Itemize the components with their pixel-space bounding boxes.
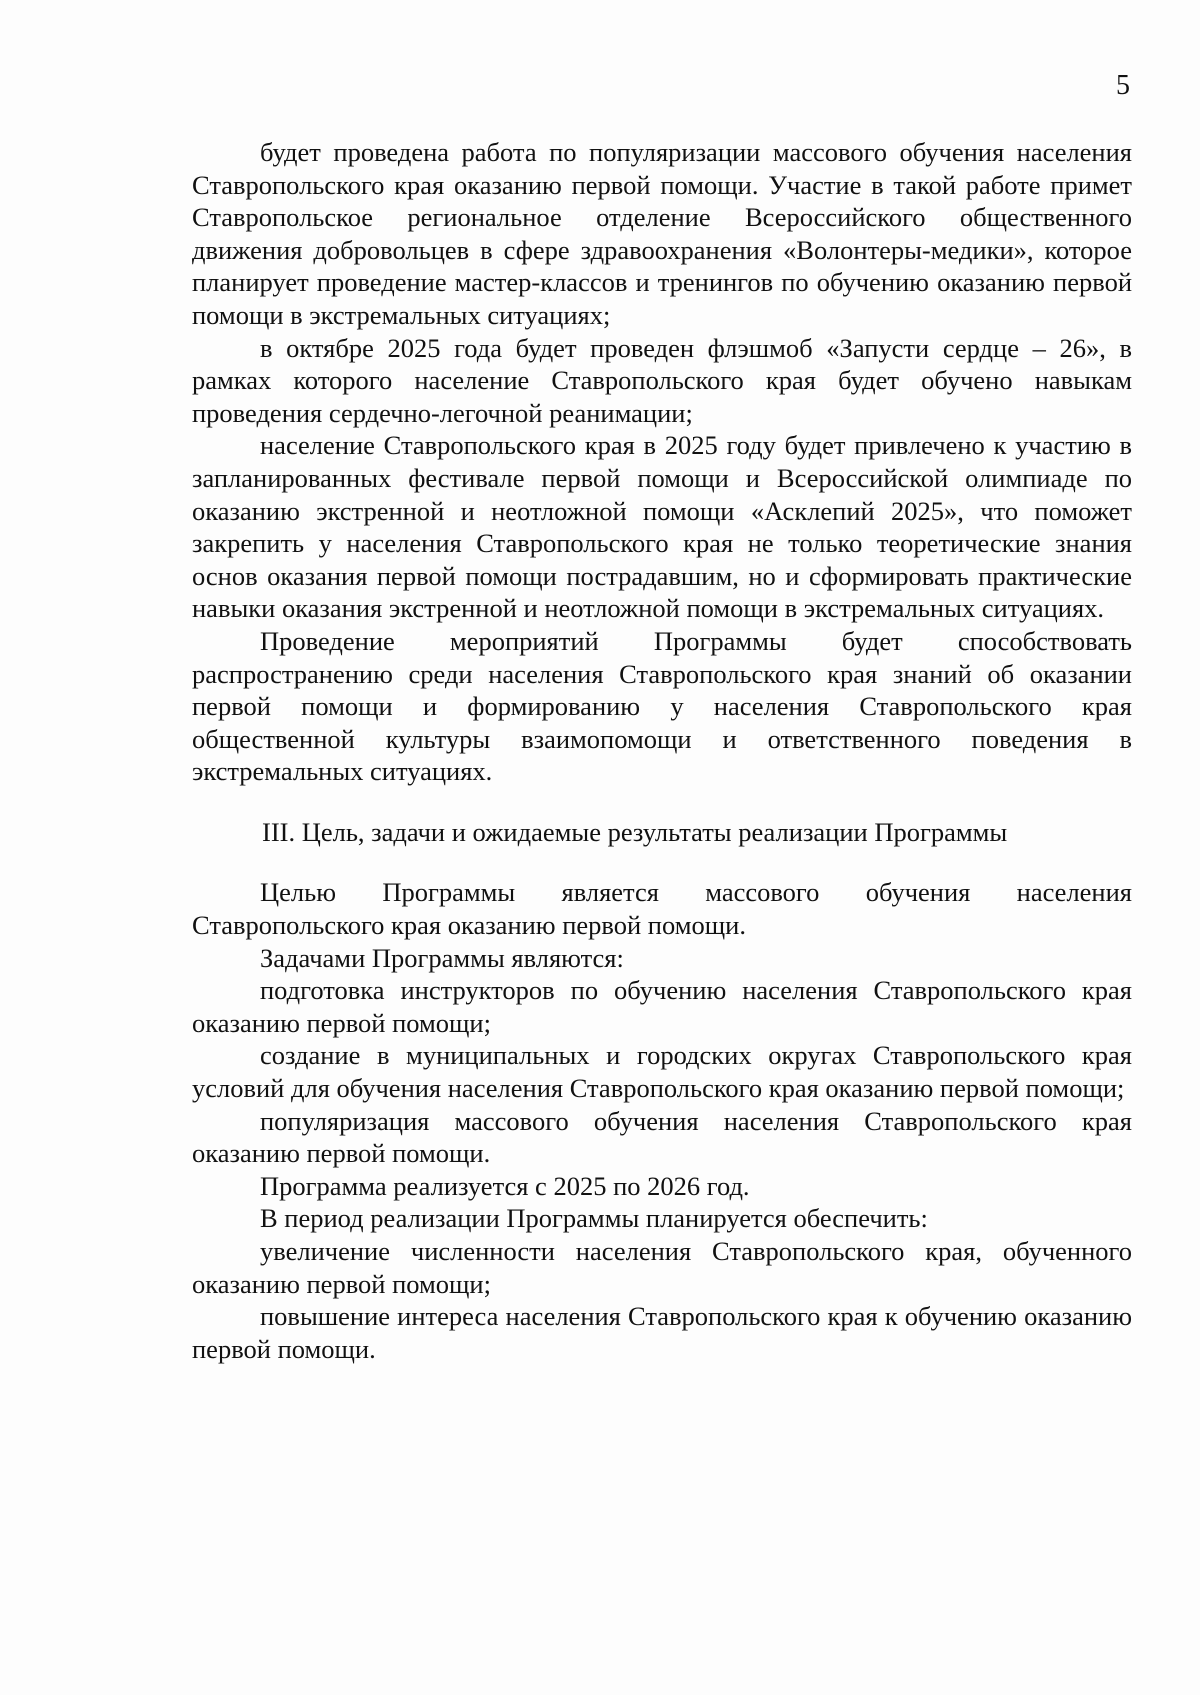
document-body xyxy=(192,136,1132,1365)
paragraph-period: Программа реализуется с 2025 по 2026 год. xyxy=(260,1170,750,1201)
section-heading: III. Цель, задачи и ожидаемые результаты реализации Программы xyxy=(262,816,1008,847)
paragraph-program-activities: Проведение мероприятий Программы будет способствовать распространению среди населения Ставропольского края знаний об оказании первой помощи и формированию у населения Ставропольского края общественной культуры взаимопомощи и ответственного поведения в экстремальных ситуациях. xyxy=(192,625,1132,787)
paragraph-popularization: будет проведена работа по популяризации массового обучения населения Ставропольского края оказанию первой помощи. Участие в такой работе примет Ставропольское региональное отделение Всероссийского общественного движения добровольцев в сфере здравоохранения «Волонтеры-медики», которое планирует проведение мастер-классов и тренингов по обучению оказанию первой помощи в экстремальных ситуациях; xyxy=(192,137,1132,330)
paragraph-task-instructors: подготовка инструкторов по обучению населения Ставропольского края оказанию первой помощи; xyxy=(192,975,1132,1038)
paragraph-festival-olympiad: население Ставропольского края в 2025 году будет привлечено к участию в запланированных фестивале первой помощи и Всероссийской олимпиаде по оказанию экстренной и неотложной помощи «Асклепий 2025», что поможет закрепить у населения Ставропольского края не только теоретические знания основ оказания первой помощи пострадавшим, но и сформировать практические навыки оказания экстренной и неотложной помощи в экстремальных ситуациях. xyxy=(192,430,1132,624)
paragraph-goal: Целью Программы является массового обучения населения Ставропольского края оказанию первой помощи. xyxy=(192,877,1132,941)
paragraph-result-increase: увеличение численности населения Ставропольского края, обученного оказанию первой помощи; xyxy=(192,1236,1132,1299)
paragraph-task-popularization: популяризация массового обучения населения Ставропольского края оказанию первой помощи. xyxy=(192,1105,1132,1169)
paragraph-flashmob: в октябре 2025 года будет проведен флэшмоб «Запусти сердце – 26», в рамках которого население Ставропольского края будет обучено навыкам проведения сердечно-легочной реанимации; xyxy=(192,332,1132,428)
paragraph-tasks-intro: Задачами Программы являются: xyxy=(260,942,624,973)
page-number: 5 xyxy=(1116,70,1130,101)
paragraph-result-interest: повышение интереса населения Ставропольского края к обучению оказанию первой помощи. xyxy=(192,1301,1132,1364)
paragraph-task-conditions: создание в муниципальных и городских округах Ставропольского края условий для обучения населения Ставропольского края оказанию первой помощи; xyxy=(192,1040,1132,1104)
paragraph-expected-intro: В период реализации Программы планируется обеспечить: xyxy=(260,1203,928,1234)
